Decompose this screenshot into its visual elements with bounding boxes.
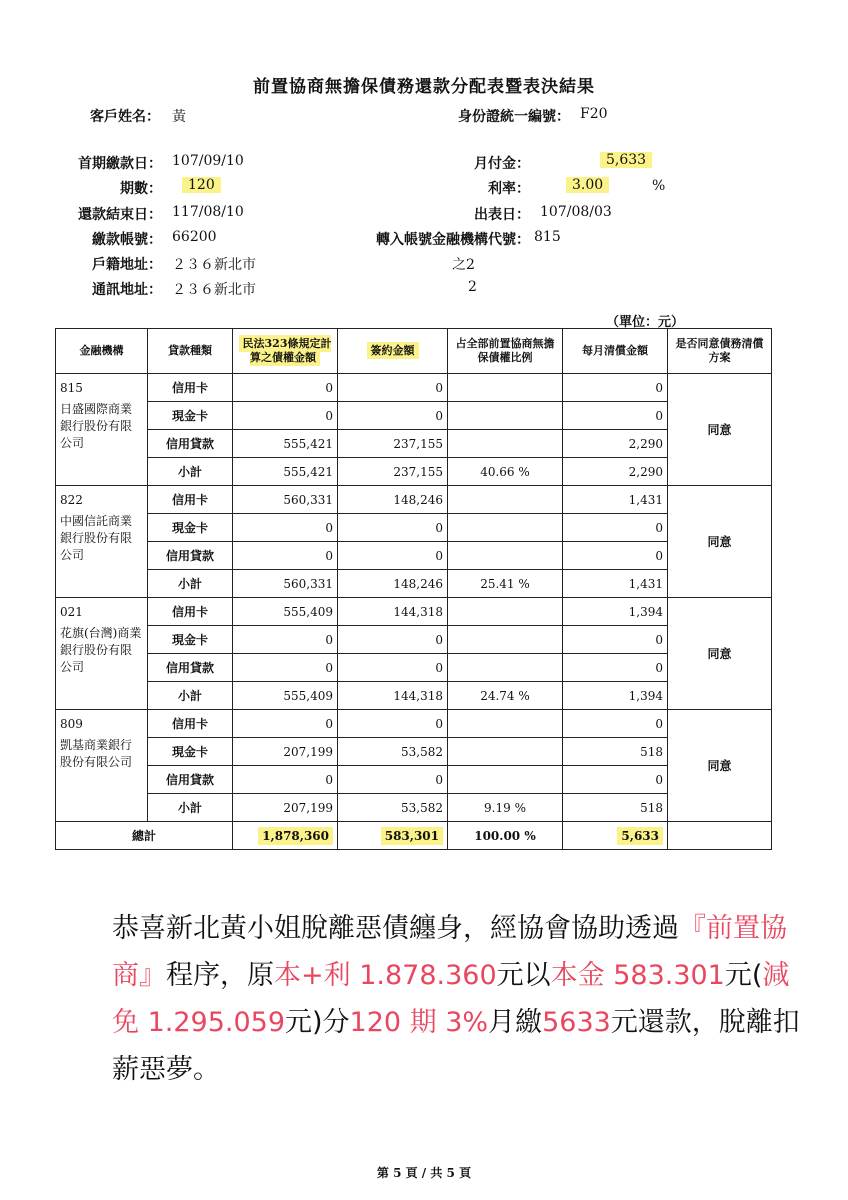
signed-amount: 0 bbox=[338, 514, 448, 542]
claim-amount: 0 bbox=[233, 514, 338, 542]
note-text-3: 元以 bbox=[496, 960, 551, 991]
note-text-5: 元)分 bbox=[285, 1007, 350, 1038]
total-monthly bbox=[563, 822, 668, 850]
claim-amount: 207,199 bbox=[233, 794, 338, 822]
page-footer: 第 5 頁 / 共 5 頁 bbox=[376, 1166, 472, 1180]
col-ratio: 占全部前置協商無擔保債權比例 bbox=[448, 329, 563, 374]
monthly-payment: 1,394 bbox=[563, 598, 668, 626]
table-row bbox=[56, 402, 772, 430]
monthly-payment: 1,394 bbox=[563, 682, 668, 710]
table-row bbox=[56, 626, 772, 654]
issue-date-label: 出表日： bbox=[474, 207, 530, 223]
ratio: 40.66 % bbox=[448, 458, 563, 486]
bank-code: 809 bbox=[60, 717, 83, 731]
signed-amount: 0 bbox=[338, 402, 448, 430]
table-row bbox=[56, 710, 772, 738]
note-text-2: 程序，原 bbox=[166, 960, 274, 991]
end-date-label: 還款結束日： bbox=[78, 207, 162, 223]
signed-amount: 148,246 bbox=[338, 570, 448, 598]
ratio bbox=[448, 738, 563, 766]
loan-type: 小計 bbox=[148, 794, 233, 822]
signed-amount: 53,582 bbox=[338, 794, 448, 822]
bank-code: 815 bbox=[60, 381, 83, 395]
monthly-payment: 0 bbox=[563, 766, 668, 794]
claim-amount: 0 bbox=[233, 374, 338, 402]
table-row bbox=[56, 514, 772, 542]
loan-type: 小計 bbox=[148, 458, 233, 486]
signed-amount: 53,582 bbox=[338, 738, 448, 766]
ratio bbox=[448, 486, 563, 514]
ratio bbox=[448, 374, 563, 402]
signed-amount: 148,246 bbox=[338, 486, 448, 514]
id-value: F20 bbox=[580, 106, 608, 122]
claim-amount: 555,409 bbox=[233, 682, 338, 710]
ratio bbox=[448, 654, 563, 682]
customer-name: 黃 bbox=[172, 109, 186, 125]
loan-type: 現金卡 bbox=[148, 626, 233, 654]
monthly-payment: 518 bbox=[563, 794, 668, 822]
loan-type: 現金卡 bbox=[148, 402, 233, 430]
note-highlight-5: 120 期 3% bbox=[349, 1007, 489, 1038]
col-agree: 是否同意債務清償方案 bbox=[668, 329, 772, 374]
agree-status: 同意 bbox=[668, 710, 772, 822]
loan-type: 現金卡 bbox=[148, 514, 233, 542]
bank-name: 中國信託商業銀行股份有限公司 bbox=[60, 514, 133, 562]
col-claim-amount-text: 民法323條規定計算之債權金額 bbox=[239, 335, 332, 366]
monthly-amount: 5,633 bbox=[600, 152, 652, 168]
table-row bbox=[56, 738, 772, 766]
claim-amount: 207,199 bbox=[233, 738, 338, 766]
claim-amount: 0 bbox=[233, 542, 338, 570]
ratio bbox=[448, 626, 563, 654]
total-label: 總計 bbox=[56, 822, 233, 850]
note-text-6: 月繳 bbox=[488, 1007, 543, 1038]
loan-type: 信用卡 bbox=[148, 710, 233, 738]
table-body bbox=[56, 374, 772, 822]
note-highlight-3: 本金 583.301 bbox=[550, 960, 725, 991]
monthly-payment: 0 bbox=[563, 514, 668, 542]
account-label: 繳款帳號： bbox=[92, 232, 162, 248]
col-loan-type: 貸款種類 bbox=[148, 329, 233, 374]
signed-amount: 0 bbox=[338, 374, 448, 402]
agree-status: 同意 bbox=[668, 374, 772, 486]
first-payment-date: 107/09/10 bbox=[172, 153, 244, 169]
bank-cell bbox=[56, 598, 148, 710]
id-label: 身份證統一編號： bbox=[458, 109, 570, 125]
claim-amount: 560,331 bbox=[233, 486, 338, 514]
monthly-payment: 1,431 bbox=[563, 570, 668, 598]
rate-unit: % bbox=[652, 178, 666, 194]
table-row bbox=[56, 570, 772, 598]
table-row bbox=[56, 374, 772, 402]
monthly-payment: 0 bbox=[563, 710, 668, 738]
monthly-payment: 0 bbox=[563, 654, 668, 682]
note-text-1: 恭喜新北黃小姐脫離惡債纏身，經協會協助透過 bbox=[112, 913, 679, 944]
total-monthly-text: 5,633 bbox=[617, 827, 663, 845]
mail-address-tail: 2 bbox=[468, 279, 477, 295]
bank-cell bbox=[56, 486, 148, 598]
monthly-payment: 2,290 bbox=[563, 458, 668, 486]
claim-amount: 0 bbox=[233, 626, 338, 654]
loan-type: 信用卡 bbox=[148, 486, 233, 514]
note-highlight-6: 5633 bbox=[542, 1007, 611, 1038]
signed-amount: 0 bbox=[338, 710, 448, 738]
table-row bbox=[56, 794, 772, 822]
mail-address-label: 通訊地址： bbox=[92, 282, 162, 298]
ratio bbox=[448, 430, 563, 458]
claim-amount: 0 bbox=[233, 654, 338, 682]
ratio bbox=[448, 766, 563, 794]
signed-amount: 0 bbox=[338, 542, 448, 570]
table-row bbox=[56, 682, 772, 710]
claim-amount: 0 bbox=[233, 766, 338, 794]
loan-type: 小計 bbox=[148, 682, 233, 710]
bank-cell bbox=[56, 710, 148, 822]
table-row bbox=[56, 430, 772, 458]
loan-type: 小計 bbox=[148, 570, 233, 598]
note-highlight-4: 減免 1.295.059 bbox=[112, 960, 790, 1038]
monthly-payment: 0 bbox=[563, 374, 668, 402]
col-signed-amount-text: 簽約金額 bbox=[367, 342, 419, 359]
table-row bbox=[56, 486, 772, 514]
monthly-label: 月付金： bbox=[474, 156, 530, 172]
domicile-label: 戶籍地址： bbox=[92, 257, 162, 273]
loan-type: 信用卡 bbox=[148, 374, 233, 402]
monthly-payment: 518 bbox=[563, 738, 668, 766]
domicile-address-tail: 之2 bbox=[452, 257, 475, 273]
claim-amount: 555,421 bbox=[233, 430, 338, 458]
ratio bbox=[448, 402, 563, 430]
signed-amount: 144,318 bbox=[338, 682, 448, 710]
end-date: 117/08/10 bbox=[172, 204, 244, 220]
col-institution: 金融機構 bbox=[56, 329, 148, 374]
issue-date: 107/08/03 bbox=[540, 204, 612, 220]
ratio bbox=[448, 542, 563, 570]
signed-amount: 237,155 bbox=[338, 458, 448, 486]
bank-code: 822 bbox=[60, 493, 83, 507]
note-highlight-2: 本+利 1.878.360 bbox=[274, 960, 497, 991]
claim-amount: 560,331 bbox=[233, 570, 338, 598]
claim-amount: 555,421 bbox=[233, 458, 338, 486]
monthly-payment: 0 bbox=[563, 626, 668, 654]
col-monthly: 每月清償金額 bbox=[563, 329, 668, 374]
signed-amount: 144,318 bbox=[338, 598, 448, 626]
unit-label: （單位：元） bbox=[606, 315, 685, 330]
first-payment-label: 首期繳款日： bbox=[78, 156, 162, 172]
total-claim bbox=[233, 822, 338, 850]
claim-amount: 0 bbox=[233, 402, 338, 430]
table-row bbox=[56, 598, 772, 626]
monthly-payment: 1,431 bbox=[563, 486, 668, 514]
table-header-row bbox=[56, 329, 772, 374]
ratio: 25.41 % bbox=[448, 570, 563, 598]
monthly-payment: 2,290 bbox=[563, 430, 668, 458]
ratio bbox=[448, 514, 563, 542]
ratio bbox=[448, 710, 563, 738]
loan-type: 信用貸款 bbox=[148, 430, 233, 458]
loan-type: 信用貸款 bbox=[148, 542, 233, 570]
loan-type: 信用貸款 bbox=[148, 654, 233, 682]
bank-name: 凱基商業銀行股份有限公司 bbox=[60, 738, 133, 769]
col-claim-amount bbox=[233, 329, 338, 374]
total-row bbox=[56, 822, 772, 850]
periods-label: 期數： bbox=[120, 181, 162, 197]
table-row bbox=[56, 458, 772, 486]
total-signed-text: 583,301 bbox=[381, 827, 443, 845]
rate-label: 利率： bbox=[488, 181, 530, 197]
total-ratio: 100.00 % bbox=[448, 822, 563, 850]
bank-code: 021 bbox=[60, 605, 83, 619]
note-highlight-1: 『前置協商』 bbox=[112, 913, 787, 991]
col-signed-amount bbox=[338, 329, 448, 374]
ratio: 24.74 % bbox=[448, 682, 563, 710]
periods-value: 120 bbox=[182, 177, 221, 193]
monthly-payment: 0 bbox=[563, 402, 668, 430]
table-row bbox=[56, 542, 772, 570]
agree-status: 同意 bbox=[668, 486, 772, 598]
bank-name: 花旗(台灣)商業銀行股份有限公司 bbox=[60, 626, 142, 674]
agree-status: 同意 bbox=[668, 598, 772, 710]
bank-cell bbox=[56, 374, 148, 486]
domicile-address: ２３６新北市 bbox=[172, 257, 256, 273]
table-row bbox=[56, 766, 772, 794]
loan-type: 信用貸款 bbox=[148, 766, 233, 794]
transfer-code: 815 bbox=[534, 229, 561, 245]
table-row bbox=[56, 654, 772, 682]
loan-type: 現金卡 bbox=[148, 738, 233, 766]
total-claim-text: 1,878,360 bbox=[258, 827, 333, 845]
claim-amount: 555,409 bbox=[233, 598, 338, 626]
customer-name-label: 客戶姓名： bbox=[90, 109, 160, 125]
bank-name: 日盛國際商業銀行股份有限公司 bbox=[60, 402, 133, 450]
repayment-table bbox=[55, 328, 772, 850]
loan-type: 信用卡 bbox=[148, 598, 233, 626]
mail-address: ２３６新北市 bbox=[172, 282, 256, 298]
note-text-7: 元還款，脫離扣薪惡夢。 bbox=[112, 1007, 800, 1085]
account-number: 66200 bbox=[172, 229, 217, 245]
signed-amount: 0 bbox=[338, 626, 448, 654]
ratio: 9.19 % bbox=[448, 794, 563, 822]
signed-amount: 0 bbox=[338, 766, 448, 794]
claim-amount: 0 bbox=[233, 710, 338, 738]
note-text-4: 元( bbox=[724, 960, 763, 991]
ratio bbox=[448, 598, 563, 626]
congrats-note bbox=[112, 905, 812, 1093]
transfer-code-label: 轉入帳號金融機構代號： bbox=[376, 232, 530, 248]
signed-amount: 0 bbox=[338, 654, 448, 682]
document-title: 前置協商無擔保債務還款分配表暨表決結果 bbox=[253, 77, 595, 97]
rate-value: 3.00 bbox=[566, 177, 609, 193]
monthly-payment: 0 bbox=[563, 542, 668, 570]
signed-amount: 237,155 bbox=[338, 430, 448, 458]
total-signed bbox=[338, 822, 448, 850]
total-agree-empty bbox=[668, 822, 772, 850]
